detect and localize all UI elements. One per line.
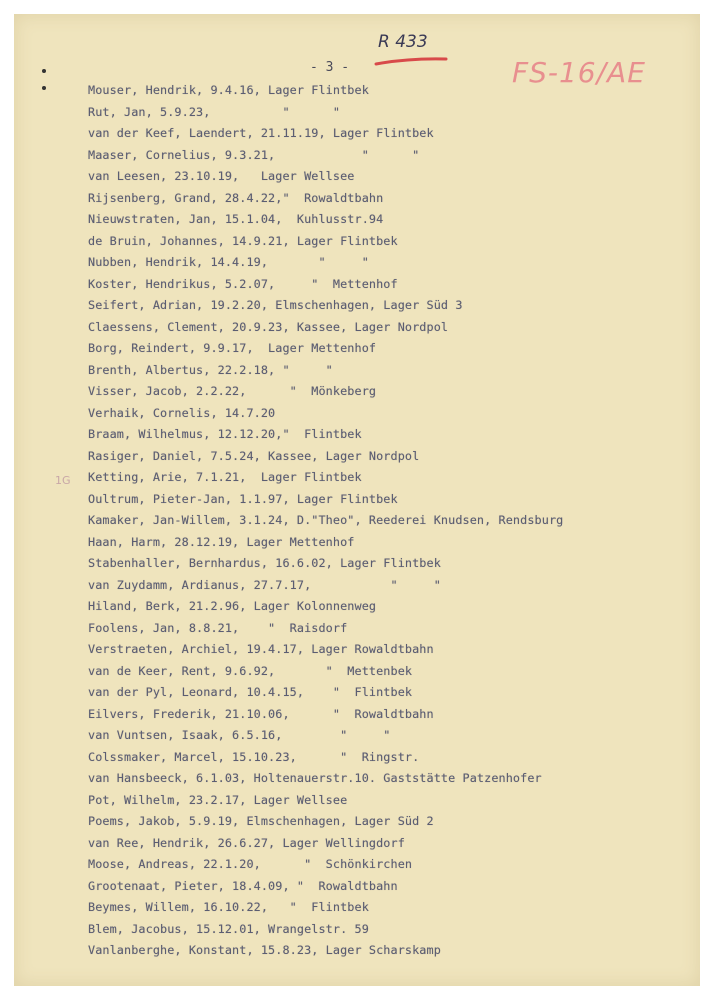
punch-dot bbox=[42, 69, 46, 73]
list-item: Poems, Jakob, 5.9.19, Elmschenhagen, Lager Süd 2 bbox=[88, 814, 434, 828]
list-item: Rijsenberg, Grand, 28.4.22," Rowaldtbahn bbox=[88, 190, 384, 205]
page-number: - 3 - bbox=[310, 60, 350, 75]
list-item: Koster, Hendrikus, 5.2.07, " Mettenhof bbox=[88, 276, 398, 291]
list-item: Hiland, Berk, 21.2.96, Lager Kolonnenweg bbox=[88, 599, 377, 613]
margin-note: 1G bbox=[55, 474, 71, 487]
list-item: Kamaker, Jan-Willem, 3.1.24, D."Theo", Reederei Knudsen, Rendsburg bbox=[88, 513, 564, 527]
list-item: Beymes, Willem, 16.10.22, " Flintbek bbox=[88, 900, 369, 914]
list-item: Seifert, Adrian, 19.2.20, Elmschenhagen, Lager Süd 3 bbox=[88, 298, 463, 312]
list-item: Haan, Harm, 28.12.19, Lager Mettenhof bbox=[88, 534, 355, 549]
list-item: van de Keer, Rent, 9.6.92, " Mettenbek bbox=[88, 663, 413, 678]
list-item: Borg, Reindert, 9.9.17, Lager Mettenhof bbox=[88, 341, 377, 355]
list-item: Colssmaker, Marcel, 15.10.23, " Ringstr. bbox=[88, 749, 420, 764]
list-item: Brenth, Albertus, 22.2.18, " " bbox=[88, 362, 333, 377]
list-item: Blem, Jacobus, 15.12.01, Wrangelstr. 59 bbox=[88, 921, 369, 936]
name-list bbox=[88, 80, 678, 962]
list-item: Verhaik, Cornelis, 14.7.20 bbox=[88, 405, 276, 420]
list-item: van Leesen, 23.10.19, Lager Wellsee bbox=[88, 169, 355, 183]
list-item: de Bruin, Johannes, 14.9.21, Lager Flintbek bbox=[88, 233, 398, 248]
list-item: van Ree, Hendrik, 26.6.27, Lager Wellingdorf bbox=[88, 835, 405, 850]
list-item: Rut, Jan, 5.9.23, " " bbox=[88, 104, 341, 119]
list-item: Ketting, Arie, 7.1.21, Lager Flintbek bbox=[88, 470, 362, 484]
list-item: Vanlanberghe, Konstant, 15.8.23, Lager Scharskamp bbox=[88, 943, 441, 957]
list-item: Moose, Andreas, 22.1.20, " Schönkirchen bbox=[88, 857, 413, 871]
list-item: Nieuwstraten, Jan, 15.1.04, Kuhlusstr.94 bbox=[88, 212, 384, 226]
archive-mark bbox=[378, 32, 428, 52]
list-item: Mouser, Hendrik, 9.4.16, Lager Flintbek bbox=[88, 83, 369, 97]
list-item: Braam, Wilhelmus, 12.12.20," Flintbek bbox=[88, 427, 362, 441]
list-item: Claessens, Clement, 20.9.23, Kassee, Lager Nordpol bbox=[88, 319, 449, 334]
list-item: van der Pyl, Leonard, 10.4.15, " Flintbek bbox=[88, 685, 413, 699]
list-item: Visser, Jacob, 2.2.22, " Mönkeberg bbox=[88, 384, 377, 398]
list-item: Nubben, Hendrik, 14.4.19, " " bbox=[88, 255, 369, 269]
list-item: Grootenaat, Pieter, 18.4.09, " Rowaldtbahn bbox=[88, 878, 398, 893]
list-item: Eilvers, Frederik, 21.10.06, " Rowaldtbahn bbox=[88, 706, 434, 721]
list-item: van Zuydamm, Ardianus, 27.7.17, " " bbox=[88, 577, 441, 592]
list-item: Stabenhaller, Bernhardus, 16.6.02, Lager Flintbek bbox=[88, 556, 441, 570]
list-item: Pot, Wilhelm, 23.2.17, Lager Wellsee bbox=[88, 792, 348, 807]
list-item: Verstraeten, Archiel, 19.4.17, Lager Rowaldtbahn bbox=[88, 642, 434, 656]
red-underline-mark bbox=[374, 56, 448, 66]
archive-mark-text: R 433 bbox=[378, 32, 428, 52]
list-item: Rasiger, Daniel, 7.5.24, Kassee, Lager Nordpol bbox=[88, 448, 420, 463]
punch-dot bbox=[42, 86, 46, 90]
list-item: van Vuntsen, Isaak, 6.5.16, " " bbox=[88, 728, 391, 742]
list-item: van der Keef, Laendert, 21.11.19, Lager Flintbek bbox=[88, 126, 434, 140]
list-item: Maaser, Cornelius, 9.3.21, " " bbox=[88, 147, 420, 162]
list-item: Oultrum, Pieter-Jan, 1.1.97, Lager Flintbek bbox=[88, 491, 398, 506]
list-item: Foolens, Jan, 8.8.21, " Raisdorf bbox=[88, 620, 348, 635]
file-code-stamp: FS-16/AE bbox=[512, 56, 646, 89]
list-item: van Hansbeeck, 6.1.03, Holtenauerstr.10. Gaststätte Patzenhofer bbox=[88, 771, 542, 785]
